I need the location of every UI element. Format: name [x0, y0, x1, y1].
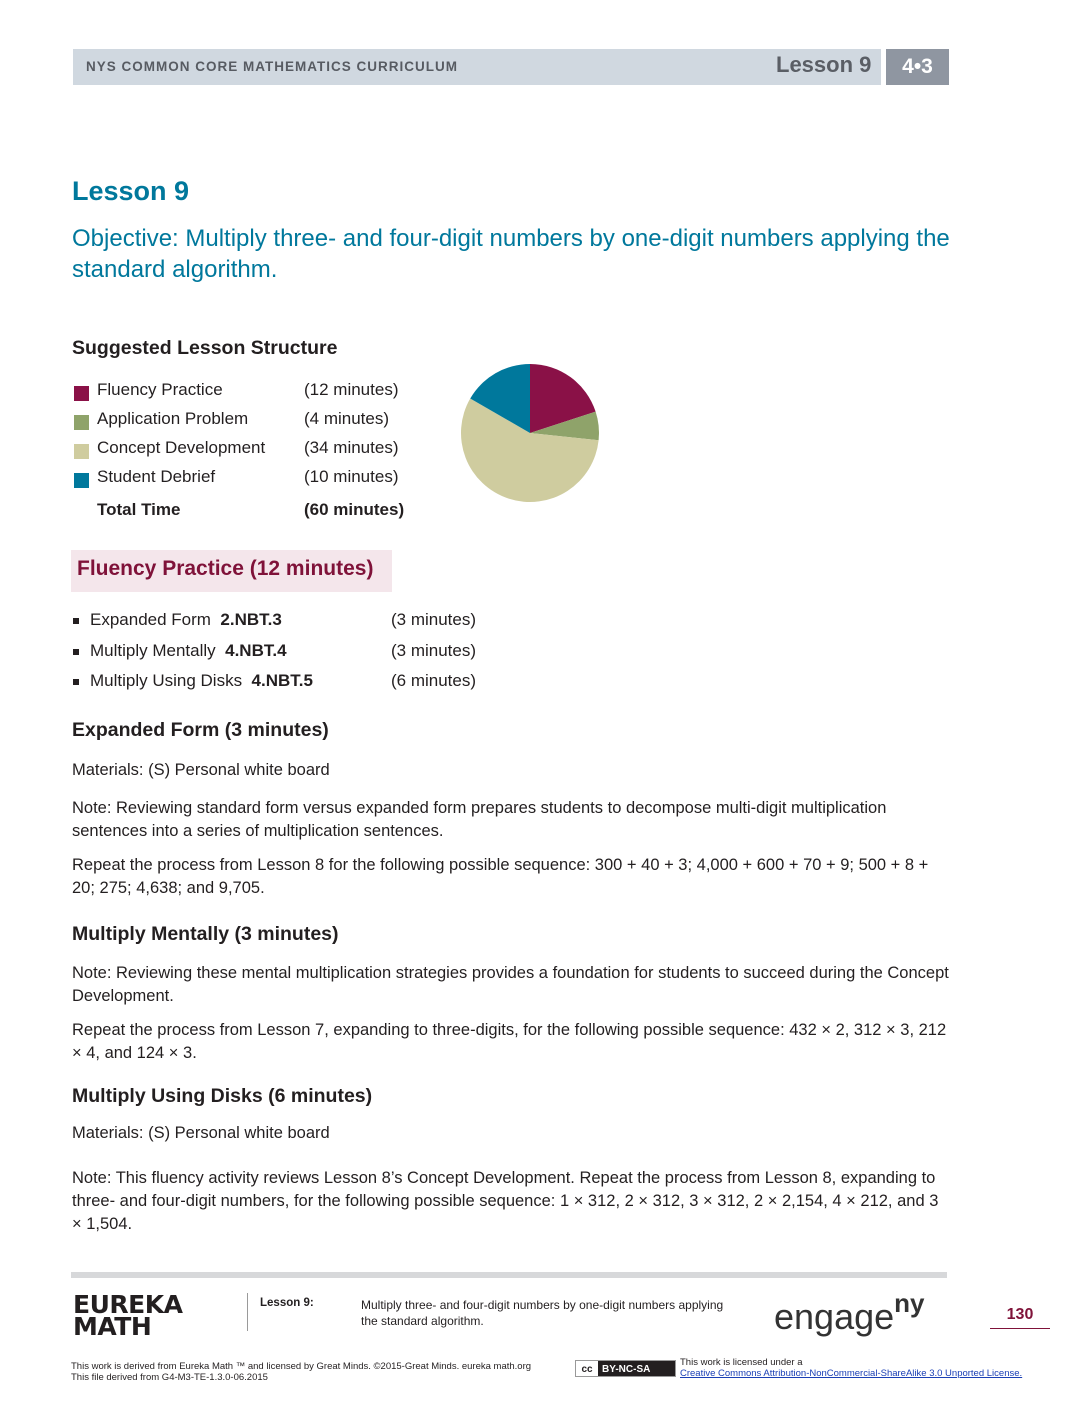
curriculum-title: NYS COMMON CORE MATHEMATICS CURRICULUM	[86, 59, 458, 74]
total-label: Total Time	[97, 500, 181, 519]
structure-heading: Suggested Lesson Structure	[72, 337, 338, 359]
fluency-item: Multiply Mentally 4.NBT.4 (3 minutes)	[0, 641, 520, 665]
expanded-form-heading: Expanded Form (3 minutes)	[72, 719, 329, 741]
footer-lesson-description: Multiply three- and four-digit numbers by one-digit numbers applying the standard algorithm.	[361, 1298, 724, 1328]
structure-item: Student Debrief (10 minutes)	[0, 467, 440, 496]
license-notice: This work is licensed under a Creative Commons Attribution-NonCommercial-ShareAlike 3.0 Unported License.	[680, 1357, 1023, 1379]
bullet-icon	[73, 649, 79, 655]
structure-item: Application Problem (4 minutes)	[0, 409, 440, 438]
concept-swatch	[74, 444, 89, 459]
cc-icon: cc	[576, 1361, 598, 1376]
debrief-swatch	[74, 473, 89, 488]
bullet-icon	[73, 679, 79, 685]
page-number: 130	[1006, 1306, 1034, 1323]
structure-list	[0, 380, 440, 529]
fluency-list	[0, 610, 520, 700]
footer-divider	[247, 1293, 248, 1331]
license-link[interactable]: Creative Commons Attribution-NonCommercial-ShareAlike 3.0 Unported License.	[680, 1368, 1023, 1379]
multiply-disks-heading: Multiply Using Disks (6 minutes)	[72, 1085, 373, 1107]
footer-lesson-label: Lesson 9:	[260, 1297, 314, 1309]
multiply-mentally-heading: Multiply Mentally (3 minutes)	[72, 923, 339, 945]
bullet-icon	[73, 618, 79, 624]
fluency-item: Multiply Using Disks 4.NBT.5 (6 minutes)	[0, 671, 520, 695]
structure-item: Concept Development (34 minutes)	[0, 438, 440, 467]
multiply-disks-materials: Materials: (S) Personal white board	[72, 1124, 330, 1142]
lesson-structure-pie-chart	[455, 358, 605, 508]
total-time: (60 minutes)	[304, 500, 405, 519]
derived-notice: This work is derived from Eureka Math ™ and licensed by Great Minds. ©2015-Great Minds. eureka math.org This file derived from G4-M3-TE-1.3.0-06.2015	[71, 1361, 532, 1383]
fluency-title: Fluency Practice (12 minutes)	[77, 557, 374, 580]
application-swatch	[74, 415, 89, 430]
objective: Objective: Multiply three- and four-digit numbers by one-digit numbers applying the standard algorithm.	[72, 225, 950, 283]
page-number-underline	[990, 1328, 1050, 1329]
structure-item: Fluency Practice (12 minutes)	[0, 380, 440, 409]
eureka-math-logo: EUREKA MATH	[73, 1290, 183, 1341]
footer-rule	[71, 1272, 947, 1278]
multiply-mentally-repeat: Repeat the process from Lesson 7, expanding to three-digits, for the following possible sequence: 432 × 2, 312 × 3, 212 × 4, and 124 × 3.	[72, 1021, 947, 1062]
fluency-item: Expanded Form 2.NBT.3 (3 minutes)	[0, 610, 520, 634]
expanded-form-repeat: Repeat the process from Lesson 8 for the following possible sequence: 300 + 40 + 3; 4,000 + 600 + 70 + 9; 500 + 8 + 20; 275; 4,638; and 9,705.	[72, 856, 929, 897]
cc-license-badge: cc BY-NC-SA	[575, 1360, 676, 1377]
expanded-form-note: Note: Reviewing standard form versus expanded form prepares students to decompose multi-digit multiplication sentences into a series of multiplication sentences.	[72, 799, 887, 840]
header-lesson: Lesson 9	[776, 52, 872, 77]
total-row	[0, 500, 440, 529]
multiply-disks-note: Note: This fluency activity reviews Lesson 8’s Concept Development. Repeat the process from Lesson 8, expanding to three- and four-digit numbers, for the following possible sequence: 1 × 312, 2 × 312, 3 × 312, 2 × 2,154, 4 × 212, and 3 × 1,504.	[72, 1169, 939, 1233]
multiply-mentally-note: Note: Reviewing these mental multiplication strategies provides a foundation for students to succeed during the Concept Development.	[72, 964, 949, 1005]
engageny-logo: engage$^{ny}$	[774, 1288, 925, 1337]
lesson-title: Lesson 9	[72, 176, 190, 206]
expanded-form-materials: Materials: (S) Personal white board	[72, 761, 330, 779]
grade-module-badge: 4•3	[886, 49, 949, 85]
fluency-swatch	[74, 386, 89, 401]
